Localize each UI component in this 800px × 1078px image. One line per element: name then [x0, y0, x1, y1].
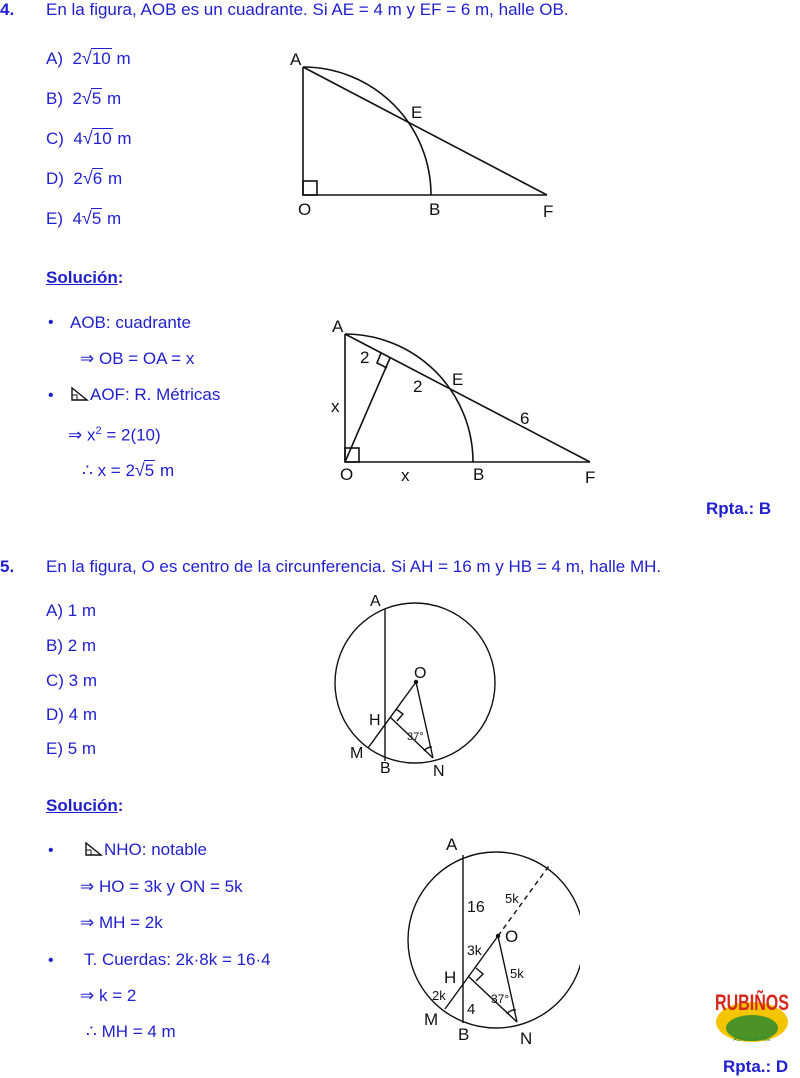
logo-name: RUBIÑOS — [715, 990, 789, 1015]
option-unit: m — [107, 89, 122, 108]
step-coef: 2 — [125, 461, 135, 480]
label-b: B — [380, 760, 391, 777]
label-2-top: 2 — [360, 348, 370, 367]
solution-4-title — [46, 268, 123, 288]
option-unit: m — [107, 209, 122, 228]
option-5e[interactable]: E) 5 m — [46, 739, 97, 758]
problem-5-number: 5. — [0, 557, 15, 576]
implies-icon: ⇒ — [68, 425, 83, 445]
option-letter: B) — [46, 89, 63, 108]
option-unit: m — [116, 49, 131, 68]
solution-colon: : — [117, 796, 124, 815]
step-4-4 — [68, 421, 161, 446]
label-e: E — [411, 103, 423, 122]
step-text: OB = OA = x — [98, 349, 195, 368]
right-angle-mark-o — [345, 448, 359, 462]
right-triangle-icon — [84, 841, 104, 857]
solution-5-figure — [400, 830, 580, 1052]
exponent: 2 — [95, 425, 102, 437]
label-f: F — [543, 202, 554, 221]
label-5k: 5k — [510, 966, 524, 981]
solution-title-text: Solución — [46, 268, 118, 287]
step-text: k = 2 — [98, 986, 137, 1005]
solution-colon: : — [117, 268, 124, 287]
option-letter: D) — [46, 169, 64, 188]
center-point — [496, 934, 500, 938]
label-x-horizontal: x — [401, 466, 410, 485]
radical-sign: √ — [81, 48, 92, 68]
label-m: M — [350, 745, 364, 762]
step-text: AOF: R. Métricas — [90, 385, 221, 404]
label-6: 6 — [520, 409, 530, 428]
label-o: O — [340, 465, 354, 484]
step-text: NHO: notable — [104, 840, 207, 859]
radical — [82, 88, 102, 109]
solution-5-title — [46, 796, 123, 816]
radical — [83, 128, 113, 149]
therefore-icon: ∴ — [82, 461, 93, 480]
label-f: F — [585, 468, 596, 487]
right-angle-mark-h — [396, 709, 403, 721]
label-n: N — [433, 763, 445, 780]
label-b: B — [473, 465, 485, 484]
label-h: H — [444, 968, 457, 987]
label-2-mid: 2 — [413, 377, 423, 396]
right-angle-mark-h — [476, 968, 483, 981]
label-o: O — [298, 200, 312, 219]
radicand: 10 — [91, 49, 111, 68]
segment-af — [303, 67, 547, 195]
option-4c[interactable] — [46, 128, 132, 149]
option-5a[interactable]: A) 1 m — [46, 601, 97, 620]
label-e: E — [452, 370, 464, 389]
step-var: x — [86, 425, 96, 445]
step-text: HO = 3k y ON = 5k — [98, 877, 243, 896]
bullet: • — [48, 314, 54, 331]
label-m: M — [424, 1010, 439, 1029]
implies-icon: ⇒ — [80, 877, 95, 896]
option-4a[interactable] — [46, 48, 131, 69]
option-unit: m — [117, 129, 132, 148]
quadrant-arc — [303, 67, 431, 195]
label-5k-dashed: 5k — [505, 891, 519, 906]
problem-4-number: 4. — [0, 0, 15, 19]
label-n: N — [520, 1029, 533, 1048]
label-2k: 2k — [432, 988, 446, 1003]
step-5-5 — [80, 986, 136, 1006]
therefore-icon: ∴ — [86, 1022, 97, 1041]
radical-sign: √ — [81, 208, 92, 228]
radical — [82, 48, 112, 69]
option-letter: C) — [46, 129, 64, 148]
step-5-1 — [84, 840, 207, 860]
radicand: 5 — [91, 209, 102, 228]
altitude-oh — [345, 358, 390, 462]
problem-5-figure — [320, 585, 510, 785]
problem-4-statement: En la figura, AOB es un cuadrante. Si AE = 4 m y EF = 6 m, halle OB. — [46, 0, 569, 19]
label-o: O — [414, 665, 427, 682]
logo-subtitle: ACADEMIA PRE — [733, 1037, 771, 1043]
option-coef: 2 — [72, 49, 82, 68]
step-4-1: AOB: cuadrante — [70, 313, 191, 332]
right-triangle-icon — [70, 386, 90, 402]
label-a: A — [446, 835, 458, 854]
option-coef: 4 — [72, 209, 82, 228]
solution-4-figure — [320, 312, 610, 490]
option-4b[interactable] — [46, 88, 121, 109]
option-letter: A) — [46, 49, 63, 68]
step-text: MH = 4 m — [101, 1022, 176, 1041]
option-5c[interactable]: C) 3 m — [46, 671, 97, 690]
option-coef: 2 — [72, 89, 82, 108]
step-5-3 — [80, 913, 163, 933]
bullet: • — [48, 842, 54, 859]
bullet: • — [48, 387, 54, 404]
label-b: B — [458, 1025, 470, 1044]
option-unit: m — [107, 169, 123, 188]
radical — [82, 208, 102, 229]
problem-4-figure — [270, 40, 570, 230]
label-16: 16 — [467, 899, 485, 916]
answer-5: Rpta.: D — [723, 1057, 789, 1076]
step-text: MH = 2k — [98, 913, 163, 932]
label-3k: 3k — [467, 942, 482, 958]
step-5-6 — [86, 1022, 176, 1042]
radical-sign: √ — [82, 168, 93, 188]
option-4d[interactable] — [46, 168, 122, 189]
option-letter: E) — [46, 209, 63, 228]
option-5b[interactable]: B) 2 m — [46, 636, 97, 655]
option-coef: 2 — [73, 169, 83, 188]
problem-5-statement: En la figura, O es centro de la circunferencia. Si AH = 16 m y HB = 4 m, halle MH. — [46, 557, 662, 576]
label-x-vertical: x — [331, 397, 340, 416]
answer-4: Rpta.: B — [706, 499, 772, 518]
implies-icon: ⇒ — [80, 986, 95, 1005]
radical-sign: √ — [81, 88, 92, 108]
rubinos-logo — [712, 972, 794, 1046]
radicand: 5 — [144, 461, 155, 480]
label-a: A — [290, 50, 302, 69]
step-5-2 — [80, 877, 243, 897]
label-o: O — [505, 927, 519, 946]
radicand: 10 — [92, 129, 112, 148]
implies-icon: ⇒ — [80, 349, 95, 368]
label-angle: 37° — [407, 731, 424, 743]
bullet: • — [48, 952, 54, 969]
step-unit: m — [155, 461, 175, 480]
radical-sign: √ — [82, 128, 93, 148]
radical — [83, 168, 103, 189]
step-4-3 — [70, 385, 220, 405]
option-4e[interactable] — [46, 208, 121, 229]
radical — [135, 460, 155, 481]
radicand: 5 — [91, 89, 102, 108]
step-5-4: T. Cuerdas: 2k·8k = 16·4 — [84, 950, 271, 969]
step-text: = 2(10) — [101, 425, 161, 445]
step-4-5 — [82, 460, 174, 481]
label-a: A — [370, 593, 381, 610]
right-angle-mark — [303, 181, 317, 195]
step-4-2 — [80, 349, 194, 369]
step-text: x = — [97, 461, 126, 480]
label-4: 4 — [467, 1001, 476, 1018]
implies-icon: ⇒ — [80, 913, 95, 932]
radical-sign: √ — [134, 460, 145, 480]
label-b: B — [429, 200, 441, 219]
solution-title-text: Solución — [46, 796, 118, 815]
label-h: H — [369, 712, 381, 729]
radicand: 6 — [92, 169, 103, 188]
segment-af — [345, 334, 590, 462]
label-angle: 37° — [491, 992, 510, 1006]
label-a: A — [332, 317, 344, 336]
option-5d[interactable]: D) 4 m — [46, 705, 97, 724]
option-coef: 4 — [73, 129, 83, 148]
